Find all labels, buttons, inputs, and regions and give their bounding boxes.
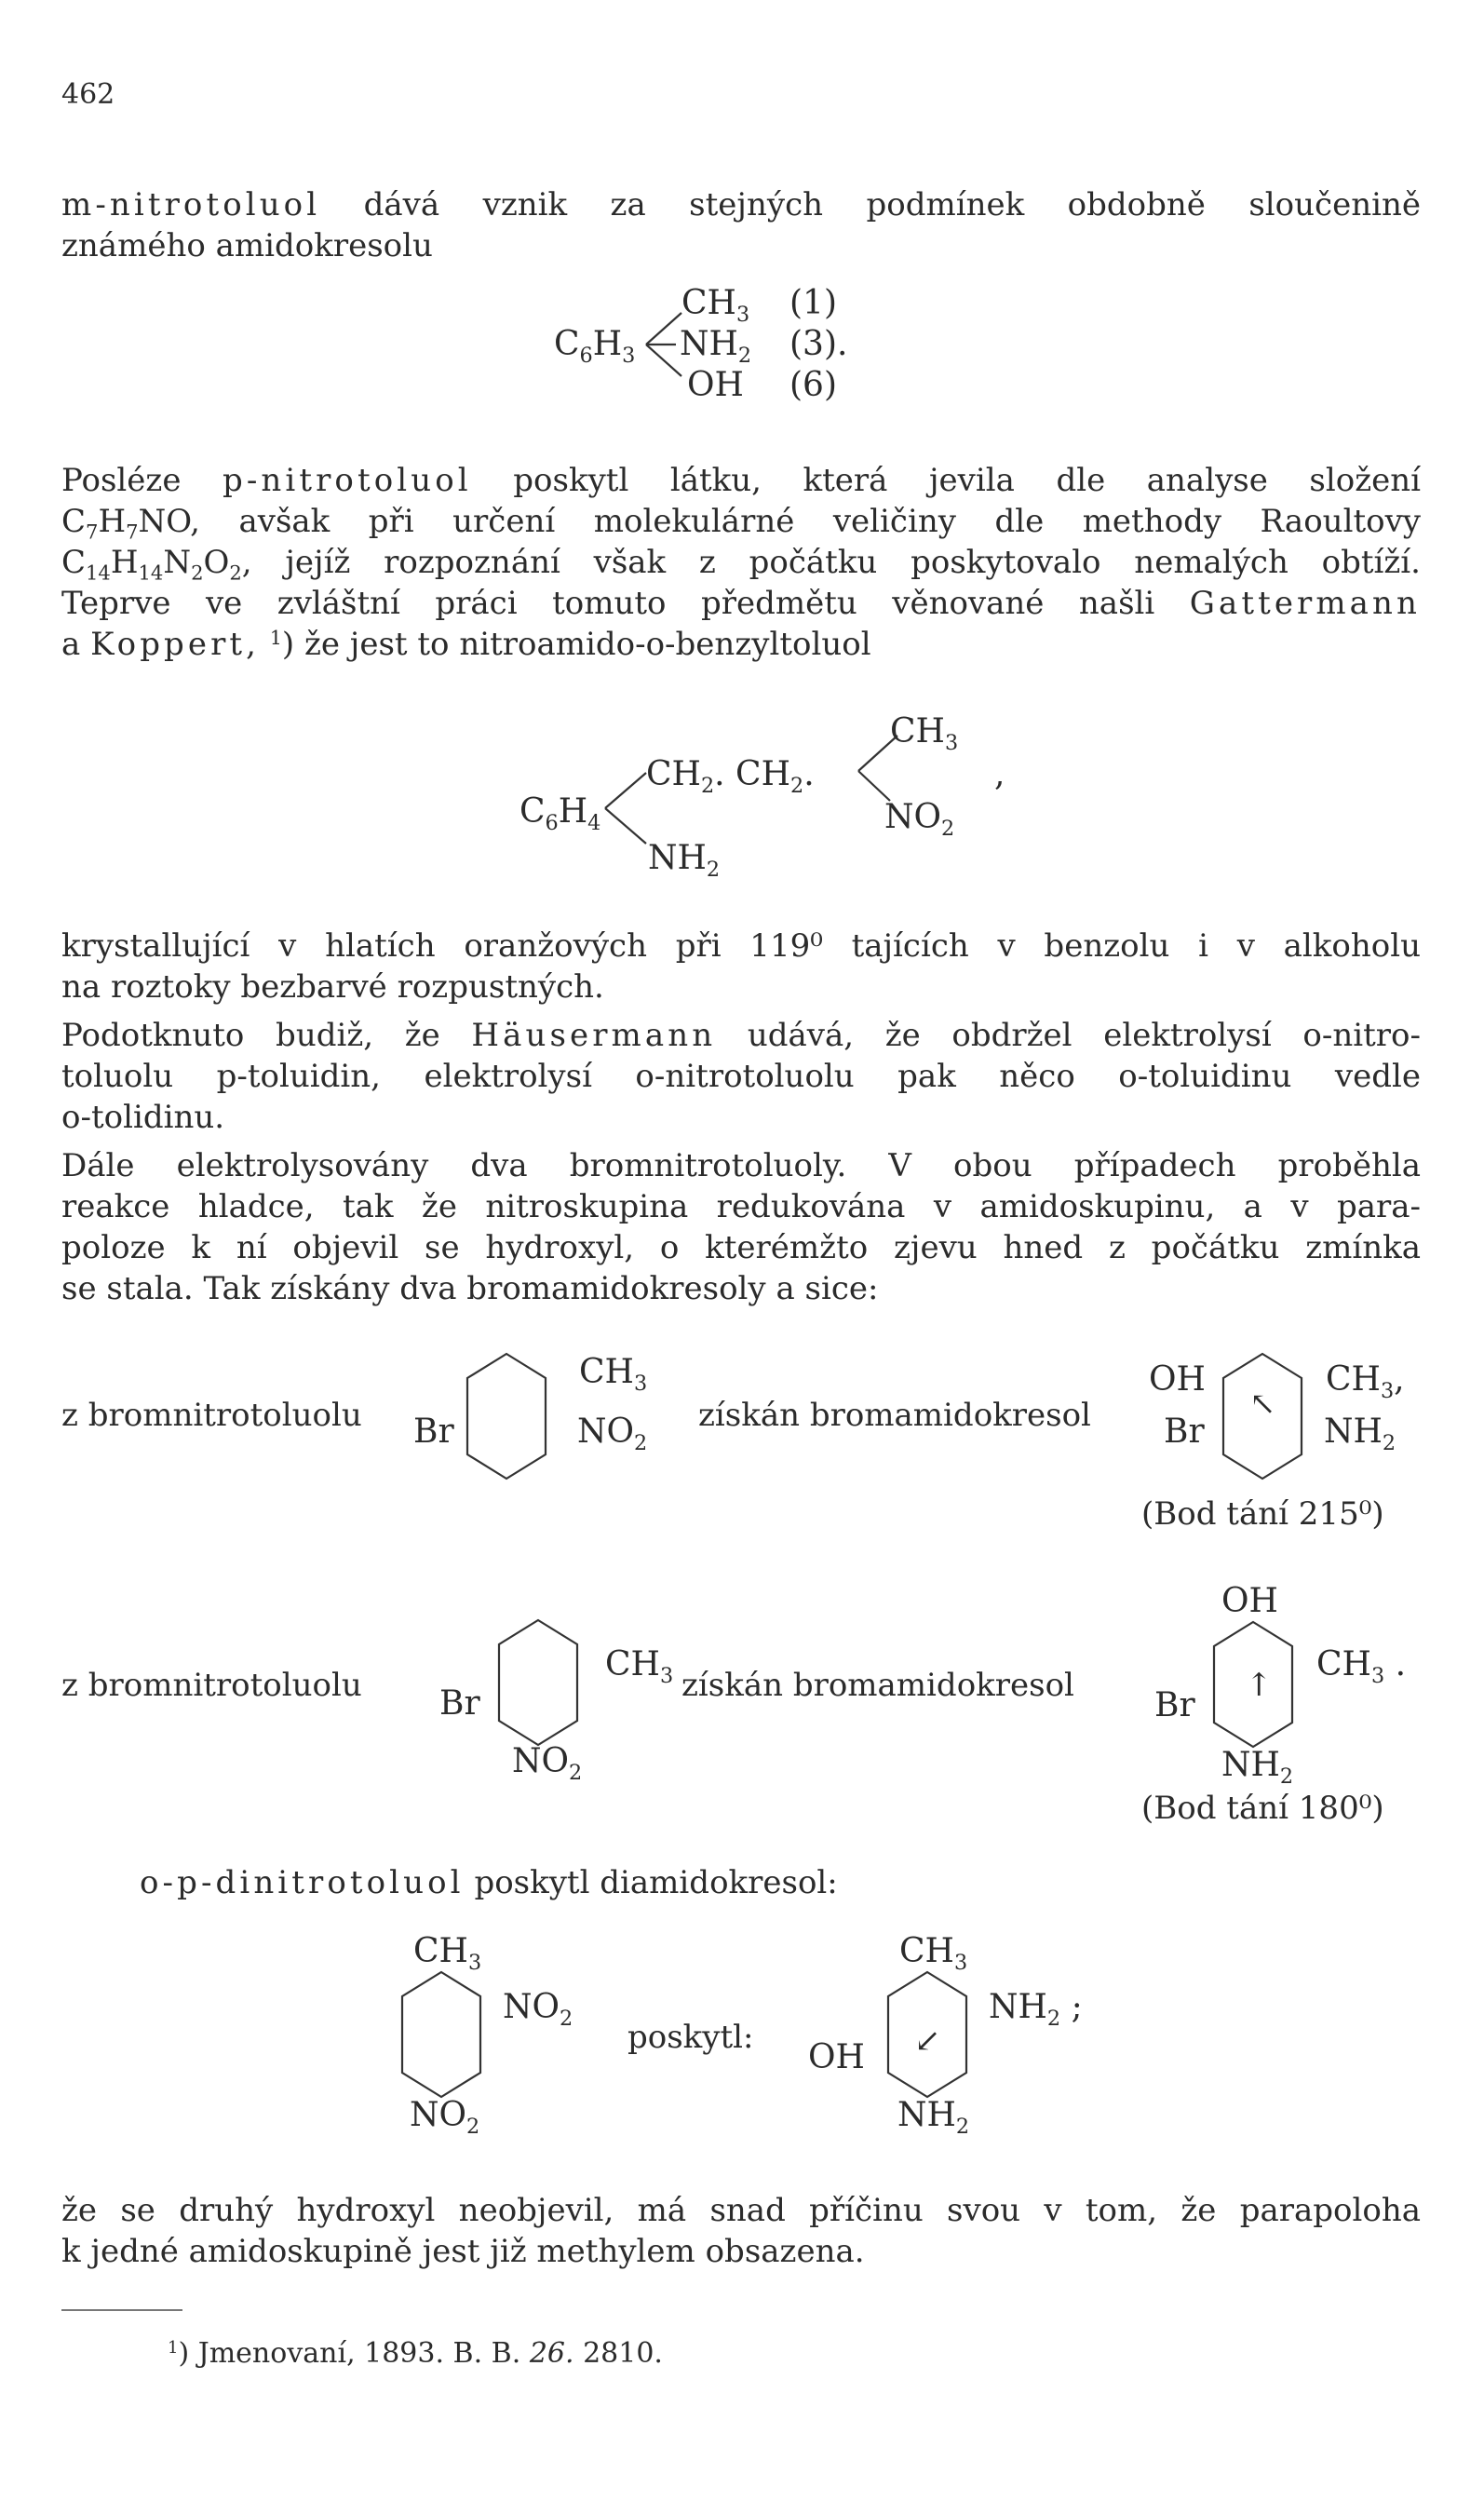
para5-line2: reakce hladce, tak že nitroskupina redukována v amidoskupinu, a v para- bbox=[61, 1188, 1421, 1225]
para2-line1: Posléze p-nitrotoluol poskytl látku, která jevila dle analyse složení bbox=[61, 462, 1421, 499]
para2-line2: $C_7H_7NO$, avšak při určení molekulárné veličiny dle methody Raoultovy bbox=[61, 503, 1421, 544]
footnote: $^1$) Jmenovaní, 1893. B. B. 26. 2810. bbox=[168, 2337, 663, 2370]
para7-line2: k jedné amidoskupině jest již methylem obsazena. bbox=[61, 2233, 865, 2270]
arrow: ↑ bbox=[1246, 1667, 1273, 1704]
para4-line3: o-tolidinu. bbox=[61, 1099, 225, 1136]
footnote-rule bbox=[61, 2309, 182, 2311]
benzene-ring-5 bbox=[395, 1968, 497, 2108]
page-number: 462 bbox=[61, 78, 115, 111]
melting-point-2: (Bod tání 180⁰) bbox=[1141, 1790, 1384, 1827]
melting-point-1: (Bod tání 215⁰) bbox=[1141, 1495, 1384, 1533]
para7-line1: že se druhý hydroxyl neobjevil, má snad příčinu svou v tom, že parapoloha bbox=[61, 2192, 1421, 2229]
para4-line2: toluolu p-toluidin, elektrolysí o-nitrotoluolu pak něco o-toluidinu vedle bbox=[61, 1058, 1421, 1095]
para6: o-p-dinitrotoluol poskytl diamidokresol: bbox=[140, 1864, 838, 1901]
benzene-ring-1 bbox=[460, 1350, 562, 1490]
para4-line1: Podotknuto budiž, že Häusermann udává, že obdržel elektrolysí o-nitro- bbox=[61, 1017, 1421, 1054]
compound-name: m-nitrotoluol bbox=[61, 186, 321, 223]
para2-line3: $C_{14}H_{14}N_2O_2$, jejíž rozpoznání však z počátku poskytovalo nemalých obtíží. bbox=[61, 544, 1421, 585]
para1-line1: m-nitrotoluol dává vznik za stejných podmínek obdobně sloučenině bbox=[61, 186, 1421, 223]
para5-line4: se stala. Tak získány dva bromamidokresoly a sice: bbox=[61, 1270, 879, 1307]
arrow: ↖ bbox=[1249, 1386, 1276, 1423]
para1-line2: známého amidokresolu bbox=[61, 227, 433, 264]
para3-line1: krystallující v hlatích oranžových při 119⁰ tajících v benzolu i v alkoholu bbox=[61, 927, 1421, 965]
para5-line1: Dále elektrolysovány dva bromnitrotoluoly. V obou případech proběhla bbox=[61, 1147, 1421, 1184]
para3-line2: na roztoky bezbarvé rozpustných. bbox=[61, 968, 604, 1006]
para2-line5: a Koppert, $^1$) že jest to nitroamido-o-benzyltoluol bbox=[61, 626, 871, 663]
benzene-ring-3 bbox=[492, 1616, 594, 1756]
arrow: ↙ bbox=[914, 2022, 941, 2060]
para5-line3: poloze k ní objevil se hydroxyl, o kterémžto zjevu hned z počátku zmínka bbox=[61, 1229, 1421, 1266]
para2-line4: Teprve ve zvláštní práci tomuto předmětu věnované našli Gattermann bbox=[61, 585, 1421, 622]
